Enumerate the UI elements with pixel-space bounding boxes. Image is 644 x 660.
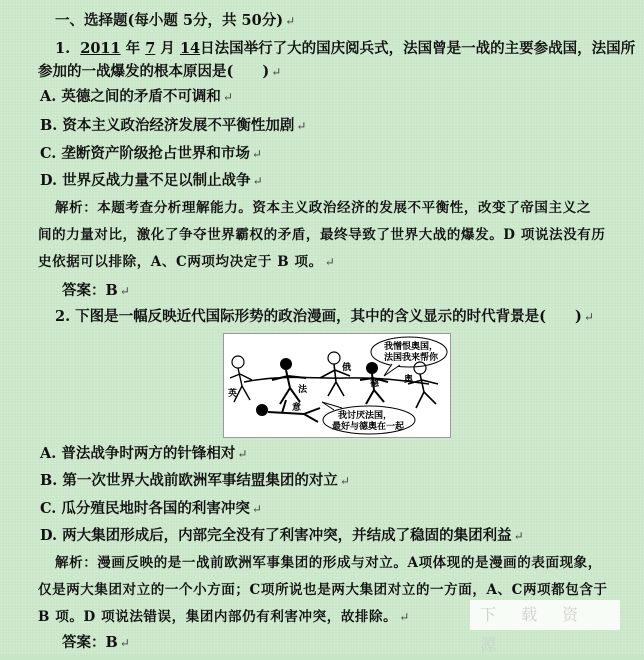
- figure-italy: [256, 400, 320, 422]
- q2-analysis-line-3: B 项。D 项说法错误，集团内部仍有利害冲突，故排除。 ↵: [38, 609, 410, 625]
- q1-option-c[interactable]: C. 垄断资产阶级抢占世界和市场 ↵: [40, 145, 262, 162]
- q1-answer: 答案：B ↵: [62, 282, 130, 299]
- q1-option-a[interactable]: A. 英德之间的矛盾不可调和 ↵: [40, 88, 233, 105]
- q2-option-b[interactable]: B. 第一次世界大战前欧洲军事结盟集团的对立 ↵: [40, 472, 350, 489]
- q2-option-a[interactable]: A. 普法战争时两方的针锋相对 ↵: [40, 445, 248, 462]
- q1-analysis-line-1: 解析：本题考查分析理解能力。资本主义政治经济的发展不平衡性，改变了帝国主义之: [55, 200, 591, 216]
- watermark: 下 载 资 源: [470, 600, 620, 630]
- label-france: 法: [298, 385, 308, 395]
- cartoon-drawing: [224, 334, 450, 437]
- bubble-top-line-1: 我憎恨奥国，: [384, 342, 439, 352]
- q2-answer: 答案：B ↵: [62, 634, 130, 651]
- q2-option-c[interactable]: C. 瓜分殖民地时各国的利害冲突 ↵: [40, 500, 262, 517]
- label-russia: 俄: [342, 363, 352, 373]
- label-austria: 奥: [404, 375, 414, 385]
- q2-stem: 2. 下图是一幅反映近代国际形势的政治漫画，其中的含义显示的时代背景是( ) ↵: [55, 308, 594, 325]
- q2-analysis-line-1: 解析：漫画反映的是一战前欧洲军事集团的形成与对立。A项体现的是漫画的表面现象，: [55, 555, 602, 571]
- bubble-top-line-2: 法国我来帮你: [384, 353, 439, 363]
- q1-stem-line-2: 参加的一战爆发的根本原因是( ) ↵: [38, 63, 282, 80]
- bubble-bottom-line-2: 最好与德奥在一起: [332, 422, 405, 432]
- figure-russia: [320, 352, 351, 396]
- label-italy: 意: [292, 403, 302, 413]
- political-cartoon: [223, 333, 451, 438]
- q1-option-b[interactable]: B. 资本主义政治经济发展不平衡性加剧 ↵: [40, 117, 307, 134]
- q2-option-d[interactable]: D. 两大集团形成后，内部完全没有了利害冲突，并结成了稳固的集团利益 ↵: [40, 527, 524, 544]
- figure-austria: [404, 362, 438, 408]
- figure-england: [228, 356, 252, 402]
- q1-stem-line-1: 1. 2011 年 7 月 14日法国举行了大的国庆阅兵式，法国曾是一战的主要参战国，法国所: [55, 40, 636, 57]
- q1-analysis-line-2: 间的力量对比，激化了争夺世界霸权的矛盾，最终导致了世界大战的爆发。D 项说法没有历: [38, 227, 606, 243]
- section-title: 一、选择题(每小题 5分，共 50分) ↵: [55, 12, 296, 29]
- figure-france: [272, 358, 308, 404]
- speech-bubble-bottom-tail: [322, 402, 342, 410]
- q1-analysis-line-3: 史依据可以排除，A、C两项均决定于 B 项。 ↵: [38, 254, 336, 270]
- q1-option-d[interactable]: D. 世界反战力量不足以制止战争 ↵: [40, 172, 263, 189]
- figure-germany: [360, 362, 388, 404]
- label-england: 英: [228, 389, 238, 399]
- q2-analysis-line-2: 仅是两大集团对立的一个小方面；C项所说也是两大集团对立的一方面，A、C两项都包含于: [38, 582, 608, 598]
- speech-bubble-top-tail: [384, 364, 400, 376]
- label-germany: 德: [370, 379, 380, 389]
- bubble-bottom-line-1: 我讨厌法国，: [338, 411, 393, 421]
